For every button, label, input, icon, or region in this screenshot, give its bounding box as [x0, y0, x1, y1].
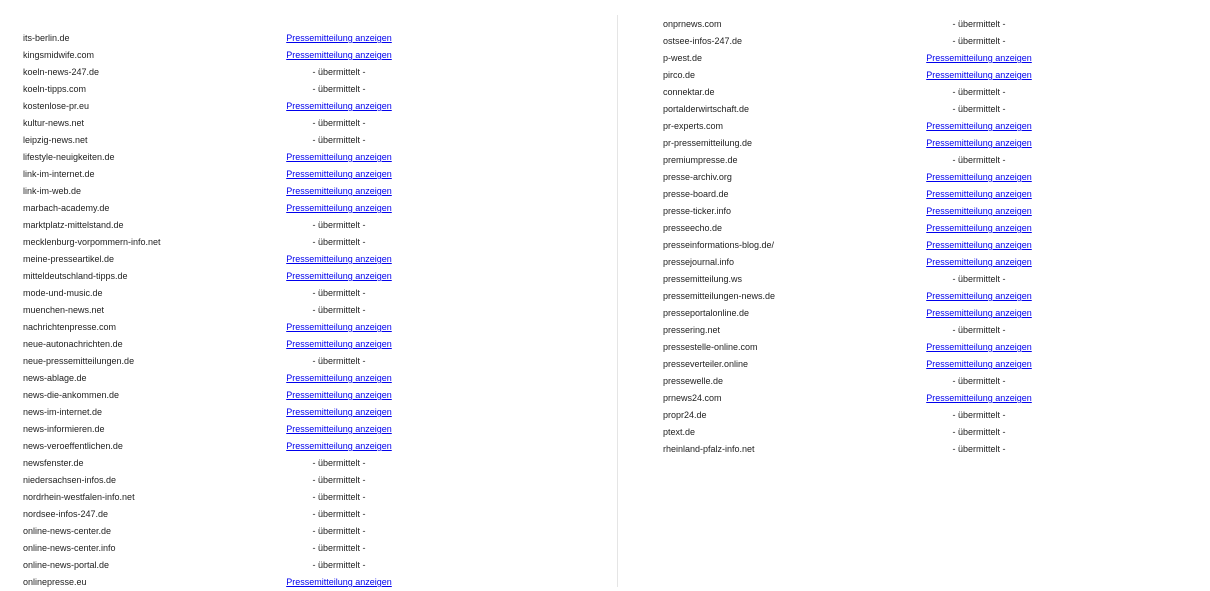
domain-name: presseverteiler.online: [663, 359, 749, 369]
domain-name: news-ablage.de: [23, 373, 87, 383]
domain-name: niedersachsen-infos.de: [23, 475, 117, 485]
domain-name: news-veroeffentlichen.de: [23, 441, 123, 451]
status-cell: [239, 455, 439, 472]
column-divider: [617, 15, 618, 587]
status-cell: [879, 33, 1079, 50]
status-cell: [879, 237, 1079, 254]
domain-name: portalderwirtschaft.de: [663, 104, 750, 114]
domain-name: pr-experts.com: [663, 121, 724, 131]
domain-name: mode-und-music.de: [23, 288, 103, 298]
domain-name: link-im-internet.de: [23, 169, 95, 179]
status-cell: [879, 186, 1079, 203]
press-release-link[interactable]: Pressemitteilung anzeigen: [926, 359, 1032, 369]
domain-name: its-berlin.de: [23, 33, 70, 43]
status-cell: [879, 424, 1079, 441]
domain-name: premiumpresse.de: [663, 155, 738, 165]
status-cell: [239, 387, 439, 404]
domain-name: pressestelle-online.com: [663, 342, 758, 352]
status-cell: [239, 472, 439, 489]
domain-name: pr-pressemitteilung.de: [663, 138, 753, 148]
submitted-status: - übermittelt -: [312, 458, 366, 468]
status-cell: [879, 84, 1079, 101]
press-release-link[interactable]: Pressemitteilung anzeigen: [926, 53, 1032, 63]
domain-name: presseecho.de: [663, 223, 723, 233]
status-cell: [239, 234, 439, 251]
domain-name: pressejournal.info: [663, 257, 735, 267]
status-cell: [239, 64, 439, 81]
domain-name: muenchen-news.net: [23, 305, 105, 315]
submitted-status: - übermittelt -: [312, 356, 366, 366]
press-release-link[interactable]: Pressemitteilung anzeigen: [286, 50, 392, 60]
domain-name: ptext.de: [663, 427, 696, 437]
status-cell: [239, 370, 439, 387]
domain-name: onlinepresse.eu: [23, 577, 87, 587]
domain-name: pressemitteilungen-news.de: [663, 291, 776, 301]
status-cell: [879, 50, 1079, 67]
status-cell: [239, 268, 439, 285]
submitted-status: - übermittelt -: [952, 325, 1006, 335]
domain-name: pirco.de: [663, 70, 696, 80]
domain-name: presseportalonline.de: [663, 308, 750, 318]
submitted-status: - übermittelt -: [312, 118, 366, 128]
press-release-link[interactable]: Pressemitteilung anzeigen: [286, 271, 392, 281]
press-release-link[interactable]: Pressemitteilung anzeigen: [926, 138, 1032, 148]
domain-name: prnews24.com: [663, 393, 722, 403]
domain-name: kostenlose-pr.eu: [23, 101, 90, 111]
domain-name: lifestyle-neuigkeiten.de: [23, 152, 115, 162]
status-cell: [239, 149, 439, 166]
submitted-status: - übermittelt -: [312, 543, 366, 553]
press-release-link[interactable]: Pressemitteilung anzeigen: [926, 172, 1032, 182]
domain-name: leipzig-news.net: [23, 135, 88, 145]
press-release-link[interactable]: Pressemitteilung anzeigen: [286, 441, 392, 451]
domain-name: news-informieren.de: [23, 424, 105, 434]
press-release-link[interactable]: Pressemitteilung anzeigen: [926, 240, 1032, 250]
domain-name: propr24.de: [663, 410, 707, 420]
status-cell: [879, 288, 1079, 305]
press-release-link[interactable]: Pressemitteilung anzeigen: [286, 203, 392, 213]
domain-name: neue-pressemitteilungen.de: [23, 356, 135, 366]
press-release-link[interactable]: Pressemitteilung anzeigen: [286, 390, 392, 400]
status-cell: [239, 47, 439, 64]
domain-name: nordsee-infos-247.de: [23, 509, 109, 519]
status-cell: [239, 183, 439, 200]
status-cell: [879, 390, 1079, 407]
status-cell: [239, 421, 439, 438]
press-release-link[interactable]: Pressemitteilung anzeigen: [926, 206, 1032, 216]
status-cell: [879, 169, 1079, 186]
domain-name: pressewelle.de: [663, 376, 724, 386]
status-cell: [239, 98, 439, 115]
status-cell: [879, 339, 1079, 356]
press-release-link[interactable]: Pressemitteilung anzeigen: [286, 373, 392, 383]
domain-name: pressering.net: [663, 325, 721, 335]
status-cell: [239, 200, 439, 217]
submitted-status: - übermittelt -: [312, 220, 366, 230]
status-cell: [239, 540, 439, 557]
press-release-link[interactable]: Pressemitteilung anzeigen: [286, 424, 392, 434]
domain-name: koeln-news-247.de: [23, 67, 100, 77]
submitted-status: - übermittelt -: [952, 19, 1006, 29]
domain-name: connektar.de: [663, 87, 715, 97]
submitted-status: - übermittelt -: [952, 376, 1006, 386]
domain-name: neue-autonachrichten.de: [23, 339, 123, 349]
status-cell: [879, 118, 1079, 135]
status-cell: [239, 438, 439, 455]
submitted-status: - übermittelt -: [312, 135, 366, 145]
domain-name: mitteldeutschland-tipps.de: [23, 271, 128, 281]
status-cell: [879, 271, 1079, 288]
domain-name: koeln-tipps.com: [23, 84, 87, 94]
domain-name: meine-presseartikel.de: [23, 254, 115, 264]
submitted-status: - übermittelt -: [312, 84, 366, 94]
submitted-status: - übermittelt -: [312, 475, 366, 485]
status-cell: [879, 254, 1079, 271]
status-cell: [239, 336, 439, 353]
press-release-link[interactable]: Pressemitteilung anzeigen: [926, 189, 1032, 199]
press-release-link[interactable]: Pressemitteilung anzeigen: [286, 577, 392, 587]
submitted-status: - übermittelt -: [952, 155, 1006, 165]
status-cell: [879, 356, 1079, 373]
domain-name: kingsmidwife.com: [23, 50, 95, 60]
status-cell: [879, 135, 1079, 152]
status-cell: [879, 67, 1079, 84]
press-release-link[interactable]: Pressemitteilung anzeigen: [286, 407, 392, 417]
status-cell: [239, 30, 439, 47]
domain-name: online-news-portal.de: [23, 560, 110, 570]
domain-name: presse-ticker.info: [663, 206, 732, 216]
status-cell: [879, 16, 1079, 33]
status-cell: [879, 101, 1079, 118]
press-release-link[interactable]: Pressemitteilung anzeigen: [926, 223, 1032, 233]
domain-name: nordrhein-westfalen-info.net: [23, 492, 135, 502]
status-cell: [879, 407, 1079, 424]
press-release-link[interactable]: Pressemitteilung anzeigen: [926, 291, 1032, 301]
submitted-status: - übermittelt -: [952, 36, 1006, 46]
status-cell: [239, 285, 439, 302]
status-cell: [239, 523, 439, 540]
status-cell: [239, 557, 439, 574]
domain-name: presse-board.de: [663, 189, 729, 199]
status-cell: [239, 353, 439, 370]
status-cell: [879, 322, 1079, 339]
domain-name: news-die-ankommen.de: [23, 390, 120, 400]
press-release-link[interactable]: Pressemitteilung anzeigen: [286, 33, 392, 43]
status-cell: [879, 220, 1079, 237]
status-cell: [879, 203, 1079, 220]
domain-name: newsfenster.de: [23, 458, 84, 468]
status-cell: [239, 506, 439, 523]
press-release-link[interactable]: Pressemitteilung anzeigen: [926, 393, 1032, 403]
domain-name: p-west.de: [663, 53, 703, 63]
press-release-link[interactable]: Pressemitteilung anzeigen: [286, 169, 392, 179]
domain-name: presseinformations-blog.de/: [663, 240, 775, 250]
domain-name: online-news-center.info: [23, 543, 116, 553]
press-release-link[interactable]: Pressemitteilung anzeigen: [926, 308, 1032, 318]
press-release-link[interactable]: Pressemitteilung anzeigen: [286, 254, 392, 264]
press-release-link[interactable]: Pressemitteilung anzeigen: [286, 101, 392, 111]
status-cell: [239, 251, 439, 268]
domain-name: presse-archiv.org: [663, 172, 732, 182]
status-cell: [239, 319, 439, 336]
submitted-status: - übermittelt -: [952, 87, 1006, 97]
submitted-status: - übermittelt -: [952, 444, 1006, 454]
status-cell: [879, 305, 1079, 322]
submitted-status: - übermittelt -: [312, 288, 366, 298]
status-cell: [879, 373, 1079, 390]
status-cell: [239, 302, 439, 319]
submitted-status: - übermittelt -: [312, 67, 366, 77]
status-cell: [239, 115, 439, 132]
status-cell: [239, 404, 439, 421]
submitted-status: - übermittelt -: [312, 526, 366, 536]
status-cell: [879, 152, 1079, 169]
submitted-status: - übermittelt -: [952, 410, 1006, 420]
press-release-link[interactable]: Pressemitteilung anzeigen: [286, 339, 392, 349]
submitted-status: - übermittelt -: [952, 427, 1006, 437]
press-release-link[interactable]: Pressemitteilung anzeigen: [926, 257, 1032, 267]
press-release-link[interactable]: Pressemitteilung anzeigen: [926, 70, 1032, 80]
submitted-status: - übermittelt -: [312, 560, 366, 570]
submitted-status: - übermittelt -: [952, 104, 1006, 114]
domain-name: marbach-academy.de: [23, 203, 110, 213]
domain-name: onprnews.com: [663, 19, 722, 29]
press-release-link[interactable]: Pressemitteilung anzeigen: [926, 121, 1032, 131]
submitted-status: - übermittelt -: [952, 274, 1006, 284]
status-cell: [239, 574, 439, 591]
domain-name: mecklenburg-vorpommern-info.net: [23, 237, 161, 247]
press-release-link[interactable]: Pressemitteilung anzeigen: [286, 152, 392, 162]
status-cell: [879, 441, 1079, 458]
status-cell: [239, 81, 439, 98]
domain-name: news-im-internet.de: [23, 407, 103, 417]
status-cell: [239, 489, 439, 506]
status-cell: [239, 217, 439, 234]
press-release-link[interactable]: Pressemitteilung anzeigen: [286, 186, 392, 196]
domain-name: nachrichtenpresse.com: [23, 322, 117, 332]
submitted-status: - übermittelt -: [312, 509, 366, 519]
domain-name: online-news-center.de: [23, 526, 112, 536]
status-cell: [239, 166, 439, 183]
domain-name: link-im-web.de: [23, 186, 82, 196]
domain-name: pressemitteilung.ws: [663, 274, 743, 284]
domain-name: rheinland-pfalz-info.net: [663, 444, 755, 454]
status-cell: [239, 132, 439, 149]
submitted-status: - übermittelt -: [312, 492, 366, 502]
press-release-link[interactable]: Pressemitteilung anzeigen: [926, 342, 1032, 352]
submitted-status: - übermittelt -: [312, 305, 366, 315]
domain-name: ostsee-infos-247.de: [663, 36, 743, 46]
domain-name: marktplatz-mittelstand.de: [23, 220, 124, 230]
submitted-status: - übermittelt -: [312, 237, 366, 247]
press-release-link[interactable]: Pressemitteilung anzeigen: [286, 322, 392, 332]
domain-name: kultur-news.net: [23, 118, 85, 128]
